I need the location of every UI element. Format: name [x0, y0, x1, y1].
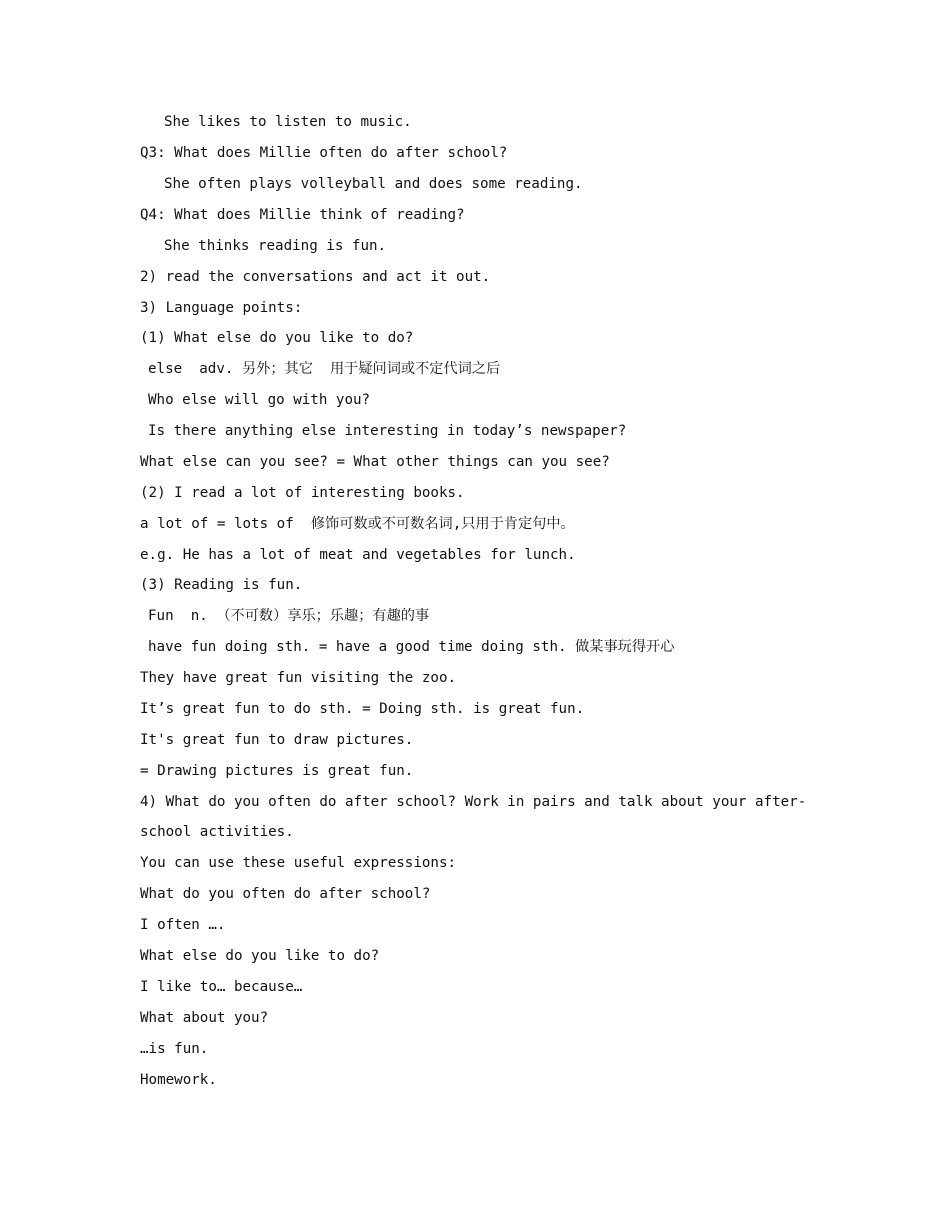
section-heading: 3) Language points:: [140, 300, 303, 316]
answer-line: She thinks reading is fun.: [164, 238, 387, 254]
homework-heading: Homework.: [140, 1072, 217, 1088]
expression-line: I often ….: [140, 917, 226, 933]
example-line: = Drawing pictures is great fun.: [140, 763, 414, 779]
expression-line: I like to… because…: [140, 979, 303, 995]
explanation-line: It’s great fun to do sth. = Doing sth. is great fun.: [140, 701, 585, 717]
example-line: They have great fun visiting the zoo.: [140, 670, 457, 686]
question-q4: Q4: What does Millie think of reading?: [140, 207, 465, 223]
question-q3: Q3: What does Millie often do after school?: [140, 145, 508, 161]
explanation-line: else adv. 另外；其它 用于疑问词或不定代词之后: [148, 361, 501, 377]
instruction-line: 4) What do you often do after school? Work in pairs and talk about your after-: [140, 794, 807, 810]
example-line: e.g. He has a lot of meat and vegetables for lunch.: [140, 547, 576, 563]
instruction-line: 2) read the conversations and act it out.: [140, 269, 491, 285]
expressions-heading: You can use these useful expressions:: [140, 855, 457, 871]
example-line: It's great fun to draw pictures.: [140, 732, 414, 748]
example-line: Who else will go with you?: [148, 392, 371, 408]
language-point: (1) What else do you like to do?: [140, 330, 414, 346]
explanation-line: Fun n. （不可数）享乐；乐趣；有趣的事: [148, 608, 430, 624]
instruction-line-continued: school activities.: [140, 824, 294, 840]
answer-line: She likes to listen to music.: [164, 114, 412, 130]
answer-line: She often plays volleyball and does some reading.: [164, 176, 583, 192]
expression-line: What about you?: [140, 1010, 269, 1026]
expression-line: What else do you like to do?: [140, 948, 380, 964]
example-line: What else can you see? = What other things can you see?: [140, 454, 610, 470]
explanation-line: a lot of = lots of 修饰可数或不可数名词,只用于肯定句中。: [140, 516, 575, 532]
language-point: (3) Reading is fun.: [140, 577, 303, 593]
example-line: Is there anything else interesting in today’s newspaper?: [148, 423, 627, 439]
expression-line: …is fun.: [140, 1041, 209, 1057]
expression-line: What do you often do after school?: [140, 886, 431, 902]
language-point: (2) I read a lot of interesting books.: [140, 485, 465, 501]
explanation-line: have fun doing sth. = have a good time doing sth. 做某事玩得开心: [148, 639, 675, 655]
